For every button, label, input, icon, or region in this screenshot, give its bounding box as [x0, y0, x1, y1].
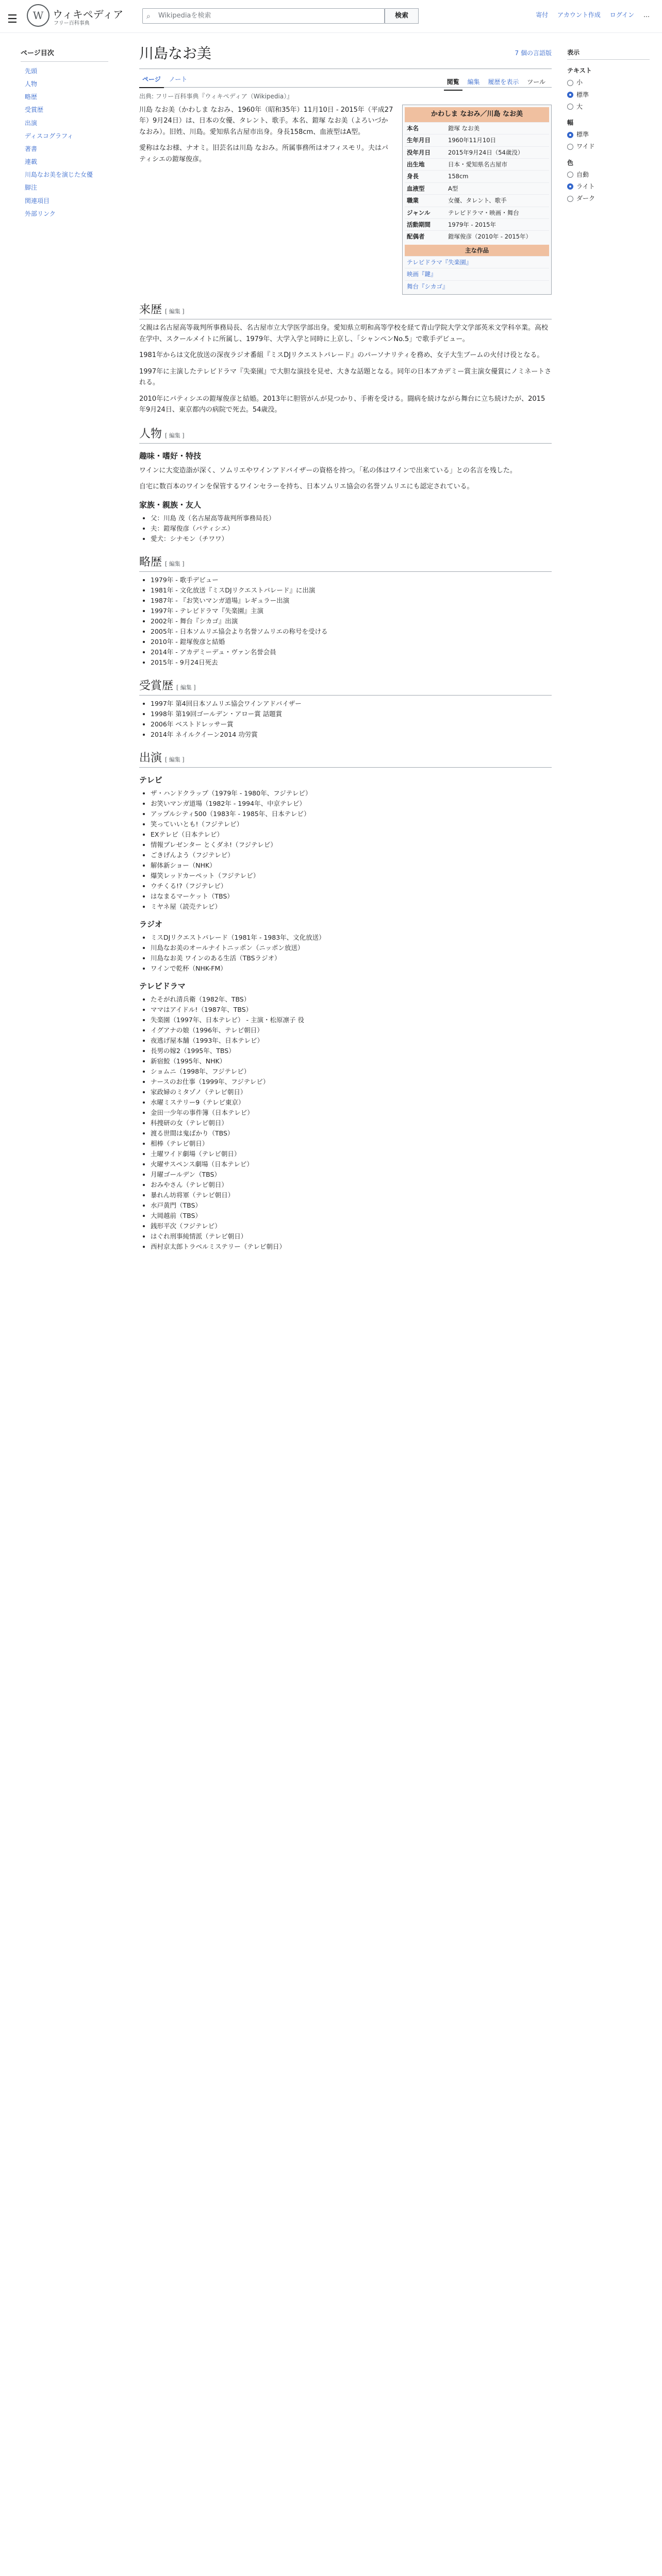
tab-talk[interactable]: ノート: [169, 75, 188, 83]
infobox-value: 1979年 - 2015年: [448, 221, 496, 228]
radio-option[interactable]: [567, 78, 650, 88]
radio-option[interactable]: [567, 182, 650, 192]
list: [151, 994, 552, 1252]
list-item: • 2015年 - 9月24日死去: [151, 657, 552, 668]
infobox-key: 没年月日: [407, 148, 431, 156]
more-icon[interactable]: …: [643, 11, 650, 19]
list-item: • 笑っていいとも!（フジテレビ）: [151, 819, 552, 829]
toc-item[interactable]: 著書: [25, 145, 38, 152]
list-item: • 水曜ミステリー9（テレビ東京）: [151, 1097, 552, 1108]
section-heading: 来歴 [ 編集 ]: [139, 301, 552, 319]
list-item: • 1979年 - 歌手デビュー: [151, 575, 552, 585]
infobox-work[interactable]: 映画『鍵』: [405, 268, 549, 280]
list-item: • 暴れん坊将軍（テレビ朝日）: [151, 1190, 552, 1200]
list-item: • 1998年 第19回ゴールデン・アロー賞 話題賞: [151, 709, 552, 719]
infobox-row: [405, 218, 549, 230]
infobox-row: [405, 170, 549, 182]
list-item: • 1997年 第4回日本ソムリエ協会ワインアドバイザー: [151, 699, 552, 709]
infobox-row: [405, 230, 549, 242]
radio-option[interactable]: [567, 102, 650, 112]
list-item: • ショムニ（1998年、フジテレビ）: [151, 1066, 552, 1077]
list-item: • ごきげんよう（フジテレビ）: [151, 850, 552, 860]
search-button[interactable]: 検索: [385, 8, 419, 24]
infobox-key: 血液型: [407, 184, 425, 192]
edit-link[interactable]: [ 編集 ]: [165, 308, 185, 315]
radio-icon[interactable]: [567, 132, 573, 138]
color-label: 色: [567, 159, 574, 166]
list-item: • 父：川島 茂（名古屋高等裁判所事務局長）: [151, 513, 552, 523]
list: [151, 575, 552, 668]
list-item: • 川島なお美のオールナイトニッポン（ニッポン放送）: [151, 943, 552, 953]
list-item: • 西村京太郎トラベルミステリー（テレビ朝日）: [151, 1242, 552, 1252]
list-item: • 相棒（テレビ朝日）: [151, 1139, 552, 1149]
radio-label: 大: [576, 103, 583, 110]
section-heading: 出演 [ 編集 ]: [139, 749, 552, 768]
list-item: • ワインで乾杯（NHK-FM）: [151, 963, 552, 974]
list-item: • ママはアイドル!（1987年、TBS）: [151, 1005, 552, 1015]
infobox-key: 出生地: [407, 160, 425, 168]
radio-icon[interactable]: [567, 172, 573, 178]
list-item: • 愛犬：シナモン（チワワ）: [151, 534, 552, 544]
infobox-value: テレビドラマ・映画・舞台: [448, 209, 519, 216]
page-title: 川島なお美: [139, 42, 552, 69]
text-size-label: テキスト: [567, 67, 592, 75]
edit-link[interactable]: [ 編集 ]: [165, 560, 185, 567]
list-item: • 夫：鎧塚俊彦（パティシエ）: [151, 523, 552, 534]
toc: [21, 46, 108, 221]
tab-tools[interactable]: ツール: [527, 78, 545, 86]
toc-item[interactable]: ディスコグラフィ: [25, 132, 74, 140]
list-item: • アップルシティ500（1983年 - 1985年、日本テレビ）: [151, 809, 552, 819]
infobox-value: 158cm: [448, 173, 469, 180]
infobox-row: [405, 122, 549, 134]
infobox-key: 生年月日: [407, 137, 431, 144]
list: [151, 513, 552, 544]
infobox-key: 配偶者: [407, 233, 425, 241]
infobox-row: [405, 146, 549, 158]
list-item: • 銭形平次（フジテレビ）: [151, 1221, 552, 1231]
section-heading: 人物 [ 編集 ]: [139, 425, 552, 444]
paragraph: 2010年にパティシエの鎧塚俊彦と結婚。2013年に胆管がんが見つかり、手術を受ける。闘病を続けながら舞台に立ち続けたが、2015年9月24日、東京都内の病院で死去。54歳没。: [139, 395, 545, 414]
list-item: • たそがれ清兵衛（1982年、TBS）: [151, 994, 552, 1005]
radio-label: ワイド: [576, 143, 595, 150]
list-item: • おみやさん（テレビ朝日）: [151, 1180, 552, 1190]
list-item: • 情報プレゼンター とくダネ!（フジテレビ）: [151, 840, 552, 850]
subsection-heading: テレビ: [139, 775, 162, 785]
infobox-row: [405, 207, 549, 218]
list-item: • 爆笑レッドカーペット（フジテレビ）: [151, 871, 552, 881]
list-item: • 科捜研の女（テレビ朝日）: [151, 1118, 552, 1128]
radio-icon[interactable]: [567, 104, 573, 110]
list-item: • ミヤネ屋（読売テレビ）: [151, 902, 552, 912]
radio-icon[interactable]: [567, 183, 573, 190]
infobox-row: [405, 158, 549, 170]
edit-link[interactable]: [ 編集 ]: [176, 684, 196, 691]
login-link[interactable]: ログイン: [609, 11, 635, 19]
toc-item[interactable]: 関連項目: [25, 197, 50, 205]
toc-item[interactable]: 出演: [25, 119, 38, 127]
section-heading: 略歴 [ 編集 ]: [139, 553, 552, 572]
list-item: • 新宿鮫（1995年、NHK）: [151, 1056, 552, 1066]
list-item: • 2014年 - アカデミーデュ・ヴァン名誉会員: [151, 647, 552, 657]
radio-option[interactable]: [567, 130, 650, 140]
menu-icon[interactable]: ☰: [7, 13, 18, 26]
infobox-value: 女優、タレント、歌手: [448, 197, 507, 205]
infobox-value: 日本・愛知県名古屋市: [448, 160, 507, 168]
infobox-key: 活動期間: [407, 221, 431, 228]
paragraph: 自宅に数百本のワインを保管するワインセラーを持ち、日本ソムリエ協会の名誉ソムリエにも認定されている。: [139, 483, 474, 491]
infobox-row: [405, 134, 549, 146]
intro-paragraph: 川島 なお美（かわしま なおみ、1960年（昭和35年）11月10日 - 2015年（平成27年）9月24日）は、日本の女優、タレント、歌手。本名、鎧塚 なお美（よろいづか なおみ）。旧姓、川島。愛知県名古屋市出身。身長158cm、血液型はA型。: [139, 106, 393, 136]
create-account-link[interactable]: アカウント作成: [557, 11, 601, 19]
list-item: • 2014年 ネイルクイーン2014 功労賞: [151, 730, 552, 740]
toc-item[interactable]: 脚注: [25, 184, 38, 192]
tab-history[interactable]: 履歴を表示: [488, 78, 519, 86]
list-item: • 2002年 - 舞台『シカゴ』出演: [151, 616, 552, 626]
site-tagline: フリー百科事典: [54, 21, 90, 26]
list: [151, 788, 552, 912]
radio-option[interactable]: [567, 194, 650, 204]
subsection-heading: テレビドラマ: [139, 981, 186, 991]
search-icon: ⌕: [146, 12, 151, 21]
section-heading: 受賞歴 [ 編集 ]: [139, 677, 552, 696]
radio-label: ダーク: [576, 195, 595, 202]
subsection-heading: 趣味・嗜好・特技: [139, 451, 202, 461]
list: [151, 699, 552, 740]
list-item: • お笑いマンガ道場（1982年 - 1994年、中京テレビ）: [151, 799, 552, 809]
list-item: • 渡る世間は鬼ばかり（TBS）: [151, 1128, 552, 1139]
list-item: • はぐれ刑事純情派（テレビ朝日）: [151, 1231, 552, 1242]
radio-label: 小: [576, 79, 583, 87]
donate-link[interactable]: 寄付: [536, 11, 549, 19]
infobox-row: [405, 194, 549, 206]
appearance-panel: [567, 46, 650, 206]
toc-item[interactable]: 人物: [25, 80, 38, 88]
list-item: • ナースのお仕事（1999年、フジテレビ）: [151, 1077, 552, 1087]
infobox-value: 鎧塚俊彦（2010年 - 2015年）: [448, 233, 532, 241]
radio-option[interactable]: [567, 142, 650, 151]
radio-icon[interactable]: [567, 144, 573, 150]
edit-link[interactable]: [ 編集 ]: [165, 432, 185, 439]
toc-item[interactable]: 略歴: [25, 93, 38, 101]
language-button[interactable]: 7 個の言語版: [515, 49, 552, 57]
infobox-value: 1960年11月10日: [448, 137, 496, 144]
panel-title: 表示: [567, 46, 650, 60]
source-note: 出典: フリー百科事典『ウィキペディア（Wikipedia）』: [139, 92, 293, 100]
width-label: 幅: [567, 118, 574, 126]
list-item: • はなまるマーケット（TBS）: [151, 891, 552, 902]
list-item: • 水戸黄門（TBS）: [151, 1200, 552, 1211]
list-item: • ウチくる!?（フジテレビ）: [151, 881, 552, 891]
infobox-value: A型: [448, 184, 458, 192]
tab-page[interactable]: ページ: [139, 72, 164, 88]
list-item: • 家政婦のミタゾノ（テレビ朝日）: [151, 1087, 552, 1097]
infobox-work[interactable]: 舞台『シカゴ』: [405, 280, 549, 292]
paragraph: 父親は名古屋高等裁判所事務局長、名古屋市立大学医学部出身。愛知県立明和高等学校を経て青山学院大学文学部英米文学科卒業。高校在学中、スクールメイトに所属し、1979年、大学入学と同時に上京し、「シャンペンNo.5」で歌手デビュー。: [139, 324, 549, 343]
list-item: • 2006年 ベストドレッサー賞: [151, 719, 552, 730]
radio-icon[interactable]: [567, 196, 573, 202]
wikipedia-logo[interactable]: W: [27, 4, 49, 27]
paragraph: 1997年に主演したテレビドラマ『失楽園』で大胆な演技を見せ、大きな話題となる。同年の日本アカデミー賞主演女優賞にノミネートされる。: [139, 367, 552, 387]
radio-label: 標準: [576, 91, 589, 98]
radio-label: 標準: [576, 131, 589, 139]
tab-read[interactable]: 閲覧: [444, 75, 462, 91]
infobox-key: 本名: [407, 124, 419, 132]
list-item: • 失楽園（1997年、日本テレビ） - 主演・松原凛子 役: [151, 1015, 552, 1025]
list-item: • 2005年 - 日本ソムリエ協会より名誉ソムリエの称号を受ける: [151, 626, 552, 637]
toc-item[interactable]: 受賞歴: [25, 106, 44, 114]
list-item: • 解体新ショー（NHK）: [151, 860, 552, 871]
infobox-key: 身長: [407, 173, 419, 180]
infobox-value: 鎧塚 なお美: [448, 124, 480, 132]
list-item: • 1981年 - 文化放送『ミスDJリクエストパレード』に出演: [151, 585, 552, 596]
intro-paragraph: 愛称はなお様、ナオミ。旧芸名は川島 なおみ。所属事務所はオフィスモリ。夫はパティシエの鎧塚俊彦。: [139, 144, 389, 163]
radio-icon[interactable]: [567, 80, 573, 86]
list-item: • ミスDJリクエストパレード（1981年 - 1983年、文化放送）: [151, 933, 552, 943]
radio-option[interactable]: [567, 170, 650, 180]
list-item: • 金田一少年の事件簿（日本テレビ）: [151, 1108, 552, 1118]
toc-item[interactable]: 先頭: [25, 67, 38, 75]
list-item: • 川島なお美 ワインのある生活（TBSラジオ）: [151, 953, 552, 963]
toc-item[interactable]: 川島なお美を演じた女優: [25, 171, 93, 179]
search-input[interactable]: Wikipediaを検索: [142, 8, 385, 24]
infobox: [402, 105, 552, 295]
main-content: [139, 42, 552, 1256]
radio-label: 自動: [576, 171, 589, 178]
page-tabs: [139, 72, 552, 88]
list-item: • 土曜ワイド劇場（テレビ朝日）: [151, 1149, 552, 1159]
toc-title: ページ目次: [21, 46, 108, 62]
tab-edit[interactable]: 編集: [467, 78, 480, 86]
site-name: ウィキペディア: [53, 8, 124, 21]
list-item: • 1997年 - テレビドラマ『失楽園』主演: [151, 606, 552, 616]
list-item: • イグアナの娘（1996年、テレビ朝日）: [151, 1025, 552, 1036]
infobox-work[interactable]: テレビドラマ『失楽園』: [405, 256, 549, 268]
list: [151, 933, 552, 974]
infobox-key: 職業: [407, 197, 419, 205]
infobox-key: ジャンル: [407, 209, 431, 216]
site-header: [0, 0, 662, 33]
radio-label: ライト: [576, 182, 595, 190]
toc-item[interactable]: 外部リンク: [25, 210, 56, 217]
list-item: • ザ・ハンドクラップ（1979年 - 1980年、フジテレビ）: [151, 788, 552, 799]
subsection-heading: ラジオ: [139, 920, 163, 929]
paragraph: ワインに大変造詣が深く、ソムリエやワインアドバイザーの資格を持つ。「私の体はワインで出来ている」との名言を残した。: [139, 466, 517, 474]
subsection-heading: 家族・親族・友人: [139, 500, 202, 510]
radio-icon[interactable]: [567, 92, 573, 98]
list-item: • 夜逃げ屋本舗（1993年、日本テレビ）: [151, 1036, 552, 1046]
list-item: • 大岡越前（TBS）: [151, 1211, 552, 1221]
infobox-value: 2015年9月24日（54歳没）: [448, 148, 524, 156]
list-item: • 1987年 - 『お笑いマンガ道場』レギュラー出演: [151, 596, 552, 606]
user-menu: [528, 10, 650, 20]
toc-item[interactable]: 連載: [25, 158, 38, 166]
list-item: • 長男の嫁2（1995年、TBS）: [151, 1046, 552, 1056]
edit-link[interactable]: [ 編集 ]: [165, 756, 185, 763]
list-item: • 月曜ゴールデン（TBS）: [151, 1170, 552, 1180]
infobox-section: 主な作品: [405, 245, 549, 256]
list-item: • 火曜サスペンス劇場（日本テレビ）: [151, 1159, 552, 1170]
paragraph: 1981年からは文化放送の深夜ラジオ番組『ミスDJリクエストパレード』のパーソナリティを務め、女子大生ブームの火付け役となる。: [139, 351, 544, 360]
infobox-row: [405, 182, 549, 194]
infobox-title: かわしま なおみ／川島 なお美: [405, 107, 549, 122]
list-item: • EXテレビ（日本テレビ）: [151, 829, 552, 840]
list-item: • 2010年 - 鎧塚俊彦と結婚: [151, 637, 552, 647]
radio-option[interactable]: [567, 90, 650, 100]
